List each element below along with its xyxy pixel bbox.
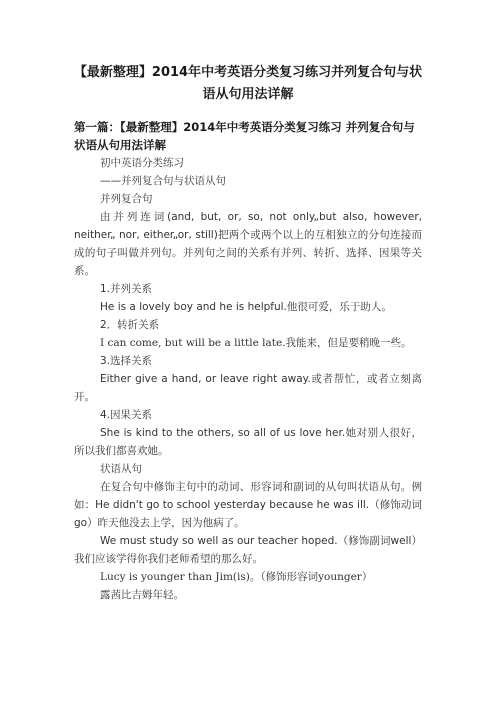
example-adjective-younger: Lucy is younger than Jim(is)。（修饰形容词younger） [100,571,373,583]
document-body [74,154,422,604]
example-causal: She is kind to the others, so all of us love her.她对别人很好，所以我们都喜欢她。 [74,427,422,457]
example-adversative: I can come, but will be a little late.我能来，但是要稍晚一些。 [100,337,412,349]
section-heading-line-1: 第一篇：【最新整理】2014年中考英语分类复习练习 并列复合句与 [74,120,415,134]
example-adverb-well: We must study so well as our teacher hoped.（修饰副词well）我们应该学得你我们老师希望的那么好。 [74,535,422,565]
document-title-line-1: 【最新整理】2014年中考英语分类复习练习并列复合句与状 [73,65,423,80]
section-heading-line-2: 状语从句用法详解 [74,138,166,152]
heading-adversative: 2．转折关系 [100,319,160,331]
paragraph-subject: 初中英语分类练习 [100,157,184,169]
heading-compound-sentence: 并列复合句 [100,193,153,205]
paragraph-adverbial-definition: 在复合句中修饰主句中的动词、形容词和副词的从句叫状语从句。例如：He didn't go to school yesterday because he was ill.（修饰动词go）昨天他没去上学，因为他病了。 [74,481,422,529]
section-heading [74,118,434,154]
paragraph-compound-definition: 由并列连词(and, but, or, so, not only„but also, however, neither„ nor, either„or, still)把两个或两个以上的互相独立的分句连接而成的句子叫做并列句。并列句之间的关系有并列、转折、选择、因果等关系。 [74,211,422,277]
heading-causal: 4.因果关系 [100,409,153,421]
example-translation: 露茜比吉姆年轻。 [100,589,184,601]
document-title-line-2: 语从句用法详解 [202,87,294,102]
paragraph-subtitle: ——并列复合句与状语从句 [100,175,226,187]
example-coordinate: He is a lovely boy and he is helpful.他很可爱，乐于助人。 [100,301,392,313]
heading-coordinate: 1.并列关系 [100,283,153,295]
example-alternative: Either give a hand, or leave right away.或者帮忙，或者立刻离开。 [74,373,422,403]
heading-alternative: 3.选择关系 [100,355,153,367]
document-title [40,62,456,106]
heading-adverbial-clause: 状语从句 [100,463,142,475]
